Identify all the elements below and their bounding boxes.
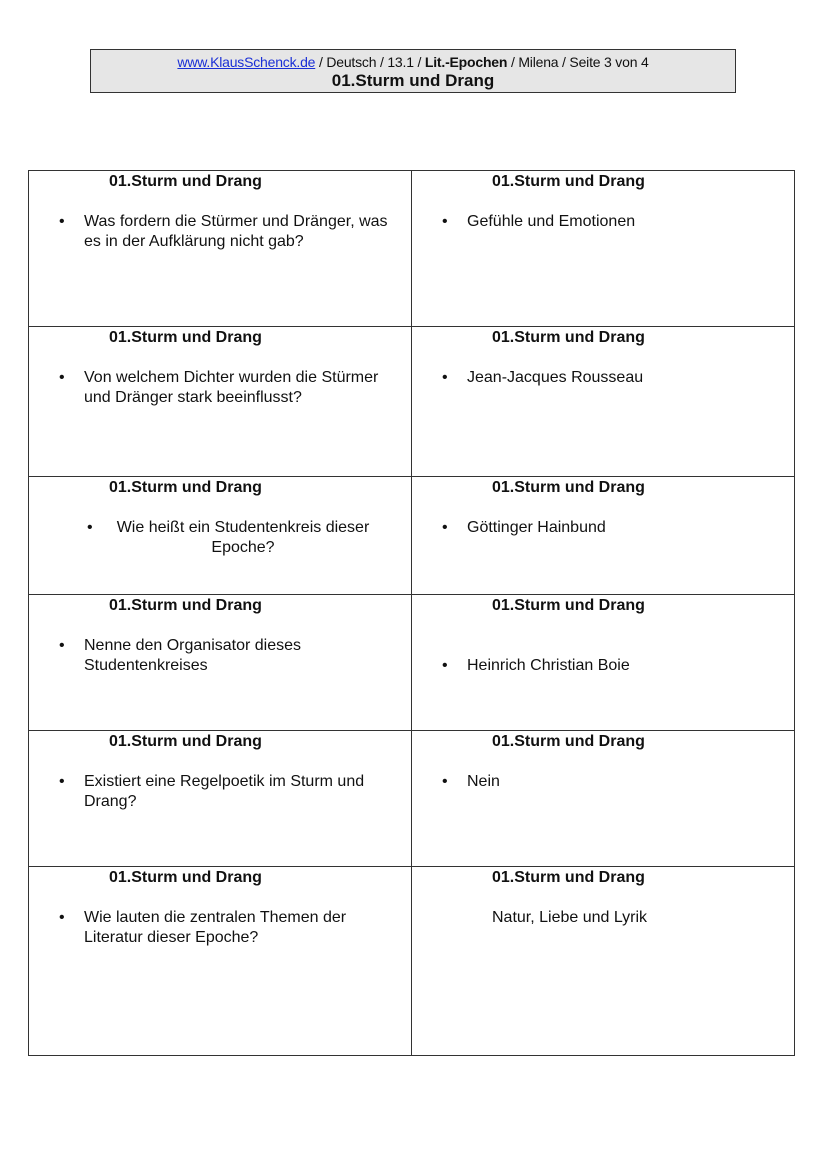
header-breadcrumb xyxy=(91,54,735,70)
card-title: 01.Sturm und Drang xyxy=(109,329,262,346)
card-title: 01.Sturm und Drang xyxy=(109,869,262,886)
question-card xyxy=(29,171,412,327)
answer-item xyxy=(412,908,794,928)
card-row xyxy=(29,327,795,477)
answer-text: Nein xyxy=(467,773,500,790)
card-title: 01.Sturm und Drang xyxy=(492,173,645,190)
answer-card xyxy=(412,171,795,327)
answer-card xyxy=(412,327,795,477)
answer-text: Göttinger Hainbund xyxy=(467,519,606,536)
bullet-icon: • xyxy=(59,213,65,230)
question-item xyxy=(29,772,411,812)
question-item xyxy=(29,636,411,676)
answer-card xyxy=(412,477,795,595)
answer-item xyxy=(412,212,794,232)
question-item xyxy=(29,368,411,408)
answer-text: Gefühle und Emotionen xyxy=(467,213,636,230)
page-header xyxy=(90,49,736,93)
answer-text: Natur, Liebe und Lyrik xyxy=(492,909,648,926)
bullet-icon: • xyxy=(442,369,448,386)
header-path-2: / Milena / Seite 3 von 4 xyxy=(507,54,649,70)
card-title: 01.Sturm und Drang xyxy=(109,479,262,496)
question-card xyxy=(29,595,412,731)
answer-card xyxy=(412,731,795,867)
bullet-icon: • xyxy=(442,657,448,674)
card-title: 01.Sturm und Drang xyxy=(492,479,645,496)
header-title: 01.Sturm und Drang xyxy=(331,71,495,90)
question-card xyxy=(29,867,412,1056)
card-row xyxy=(29,867,795,1056)
answer-text: Heinrich Christian Boie xyxy=(467,657,630,674)
card-row xyxy=(29,477,795,595)
question-text: Existiert eine Regelpoetik im Sturm und Drang? xyxy=(84,773,365,810)
site-link[interactable]: www.KlausSchenck.de xyxy=(177,54,316,70)
answer-card xyxy=(412,595,795,731)
card-title: 01.Sturm und Drang xyxy=(109,733,262,750)
answer-text: Jean-Jacques Rousseau xyxy=(467,369,644,386)
card-title: 01.Sturm und Drang xyxy=(492,597,645,614)
bullet-icon: • xyxy=(59,909,65,926)
card-row xyxy=(29,595,795,731)
bullet-icon: • xyxy=(442,213,448,230)
card-row xyxy=(29,171,795,327)
card-title: 01.Sturm und Drang xyxy=(492,869,645,886)
card-title: 01.Sturm und Drang xyxy=(492,329,645,346)
bullet-icon: • xyxy=(59,773,65,790)
answer-item xyxy=(412,368,794,388)
answer-item xyxy=(412,518,794,538)
flashcard-table xyxy=(28,170,795,1056)
card-row xyxy=(29,731,795,867)
question-text: Von welchem Dichter wurden die Stürmer und Dränger stark beeinflusst? xyxy=(84,369,379,406)
card-title: 01.Sturm und Drang xyxy=(109,173,262,190)
question-card xyxy=(29,477,412,595)
question-text: Wie lauten die zentralen Themen der Literatur dieser Epoche? xyxy=(84,909,347,946)
bullet-icon: • xyxy=(59,369,65,386)
header-section: Lit.-Epochen xyxy=(424,54,508,70)
header-path-1: / Deutsch / 13.1 / xyxy=(315,54,425,70)
answer-card xyxy=(412,867,795,1056)
question-item xyxy=(29,212,411,252)
bullet-icon: • xyxy=(442,519,448,536)
question-card xyxy=(29,731,412,867)
question-item xyxy=(29,908,411,948)
answer-item xyxy=(412,772,794,792)
question-text: Was fordern die Stürmer und Dränger, was es in der Aufklärung nicht gab? xyxy=(84,213,388,250)
card-title: 01.Sturm und Drang xyxy=(109,597,262,614)
question-text: Nenne den Organisator dieses Studentenkreises xyxy=(84,637,302,674)
bullet-icon: • xyxy=(442,773,448,790)
question-item xyxy=(29,518,411,558)
card-title: 01.Sturm und Drang xyxy=(492,733,645,750)
question-text: Wie heißt ein Studentenkreis dieser Epoche? xyxy=(116,519,370,556)
answer-item xyxy=(412,656,794,676)
bullet-icon: • xyxy=(87,519,93,536)
question-card xyxy=(29,327,412,477)
bullet-icon: • xyxy=(59,637,65,654)
